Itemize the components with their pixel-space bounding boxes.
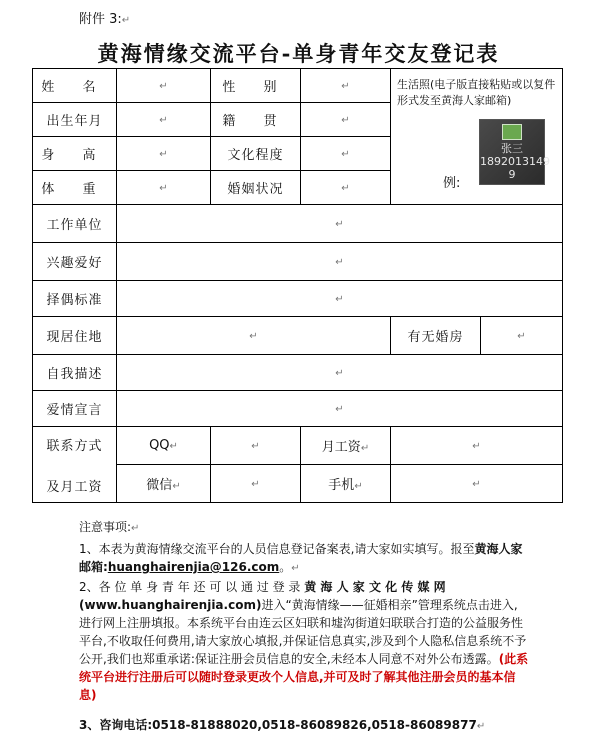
label-education: 文化程度 [211,137,301,171]
input-work[interactable]: ↵ [117,205,563,243]
input-marital[interactable]: ↵ [301,171,391,205]
input-education[interactable]: ↵ [301,137,391,171]
input-height[interactable]: ↵ [117,137,211,171]
input-declaration[interactable]: ↵ [117,391,563,427]
paragraph-mark: ↵ [121,15,131,26]
label-weight: 体 重 [33,171,117,205]
input-self-description[interactable]: ↵ [117,355,563,391]
website-url[interactable]: (www.huanghairenjia.com) [79,598,262,612]
sample-number-2: 9 [508,168,516,181]
note-1: 1、本表为黄海情缘交流平台的人员信息登记备案表,请大家如实填写。报至黄海人家邮箱:huanghairenjia@126.com。↵ [79,542,523,574]
label-native: 籍 贯 [211,103,301,137]
label-name: 姓 名 [33,69,117,103]
label-declaration: 爱情宣言 [33,391,117,427]
sample-name: 张三 [501,142,523,155]
label-birth: 出生年月 [33,103,117,137]
input-residence[interactable]: ↵ [117,317,391,355]
input-birth[interactable]: ↵ [117,103,211,137]
notes-section [79,518,529,736]
label-phone: 手机↵ [301,465,391,503]
input-wechat[interactable]: ↵ [211,465,301,503]
label-housing: 有无婚房 [391,317,481,355]
input-weight[interactable]: ↵ [117,171,211,205]
example-label: 例: [443,176,461,191]
label-self-description: 自我描述 [33,355,117,391]
note-3: 3、咨询电话:0518-81888020,0518-86089826,0518-86089877↵ [79,718,486,732]
label-marital: 婚姻状况 [211,171,301,205]
input-qq[interactable]: ↵ [211,427,301,465]
input-salary[interactable]: ↵ [391,427,563,465]
input-hobbies[interactable]: ↵ [117,243,563,281]
input-housing[interactable]: ↵ [481,317,563,355]
input-native[interactable]: ↵ [301,103,391,137]
photo-cell[interactable] [391,69,563,205]
image-icon [502,124,522,140]
photo-instruction: 生活照(电子版直接粘贴或以复件形式发至黄海人家邮箱) [397,78,556,107]
input-criteria[interactable]: ↵ [117,281,563,317]
email-link[interactable]: huanghairenjia@126.com [107,560,280,574]
label-work: 工作单位 [33,205,117,243]
label-contact: 联系方式 及月工资 [33,427,117,503]
label-qq: QQ↵ [117,427,211,465]
input-name[interactable]: ↵ [117,69,211,103]
registration-form-table [32,68,563,503]
input-phone[interactable]: ↵ [391,465,563,503]
label-residence: 现居住地 [33,317,117,355]
note-2: 2、各 位 单 身 青 年 还 可 以 通 过 登 录 黄 海 人 家 文 化 传 媒 网(www.huanghairenjia.com)进入“黄海情缘——征婚相亲”管理系统点击进入,进行网上注册填报。本系统平台由连云区妇联和墟沟街道妇联联合打造的公益服务性平台,不收取任何费用,请大家放心填报,并保证信息真实,涉及到个人隐私信息系统不予公开,我们也郑重承诺:保证注册会员信息的安全,未经本人同意不对外公布透露。(此系统平台进行注册后可以随时登录更改个人信息,并可及时了解其他注册会员的基本信息) [79,580,529,702]
label-salary: 月工资↵ [301,427,391,465]
notes-heading: 注意事项:↵ [79,520,140,534]
label-criteria: 择偶标准 [33,281,117,317]
label-height: 身 高 [33,137,117,171]
page-title: 黄海情缘交流平台-单身青年交友登记表 [97,41,500,66]
sample-photo [479,119,550,185]
input-gender[interactable]: ↵ [301,69,391,103]
label-wechat: 微信↵ [117,465,211,503]
sample-number-1: 1892013149 [480,155,550,168]
label-gender: 性 别 [211,69,301,103]
attachment-label: 附件 3:↵ [79,12,131,27]
label-hobbies: 兴趣爱好 [33,243,117,281]
